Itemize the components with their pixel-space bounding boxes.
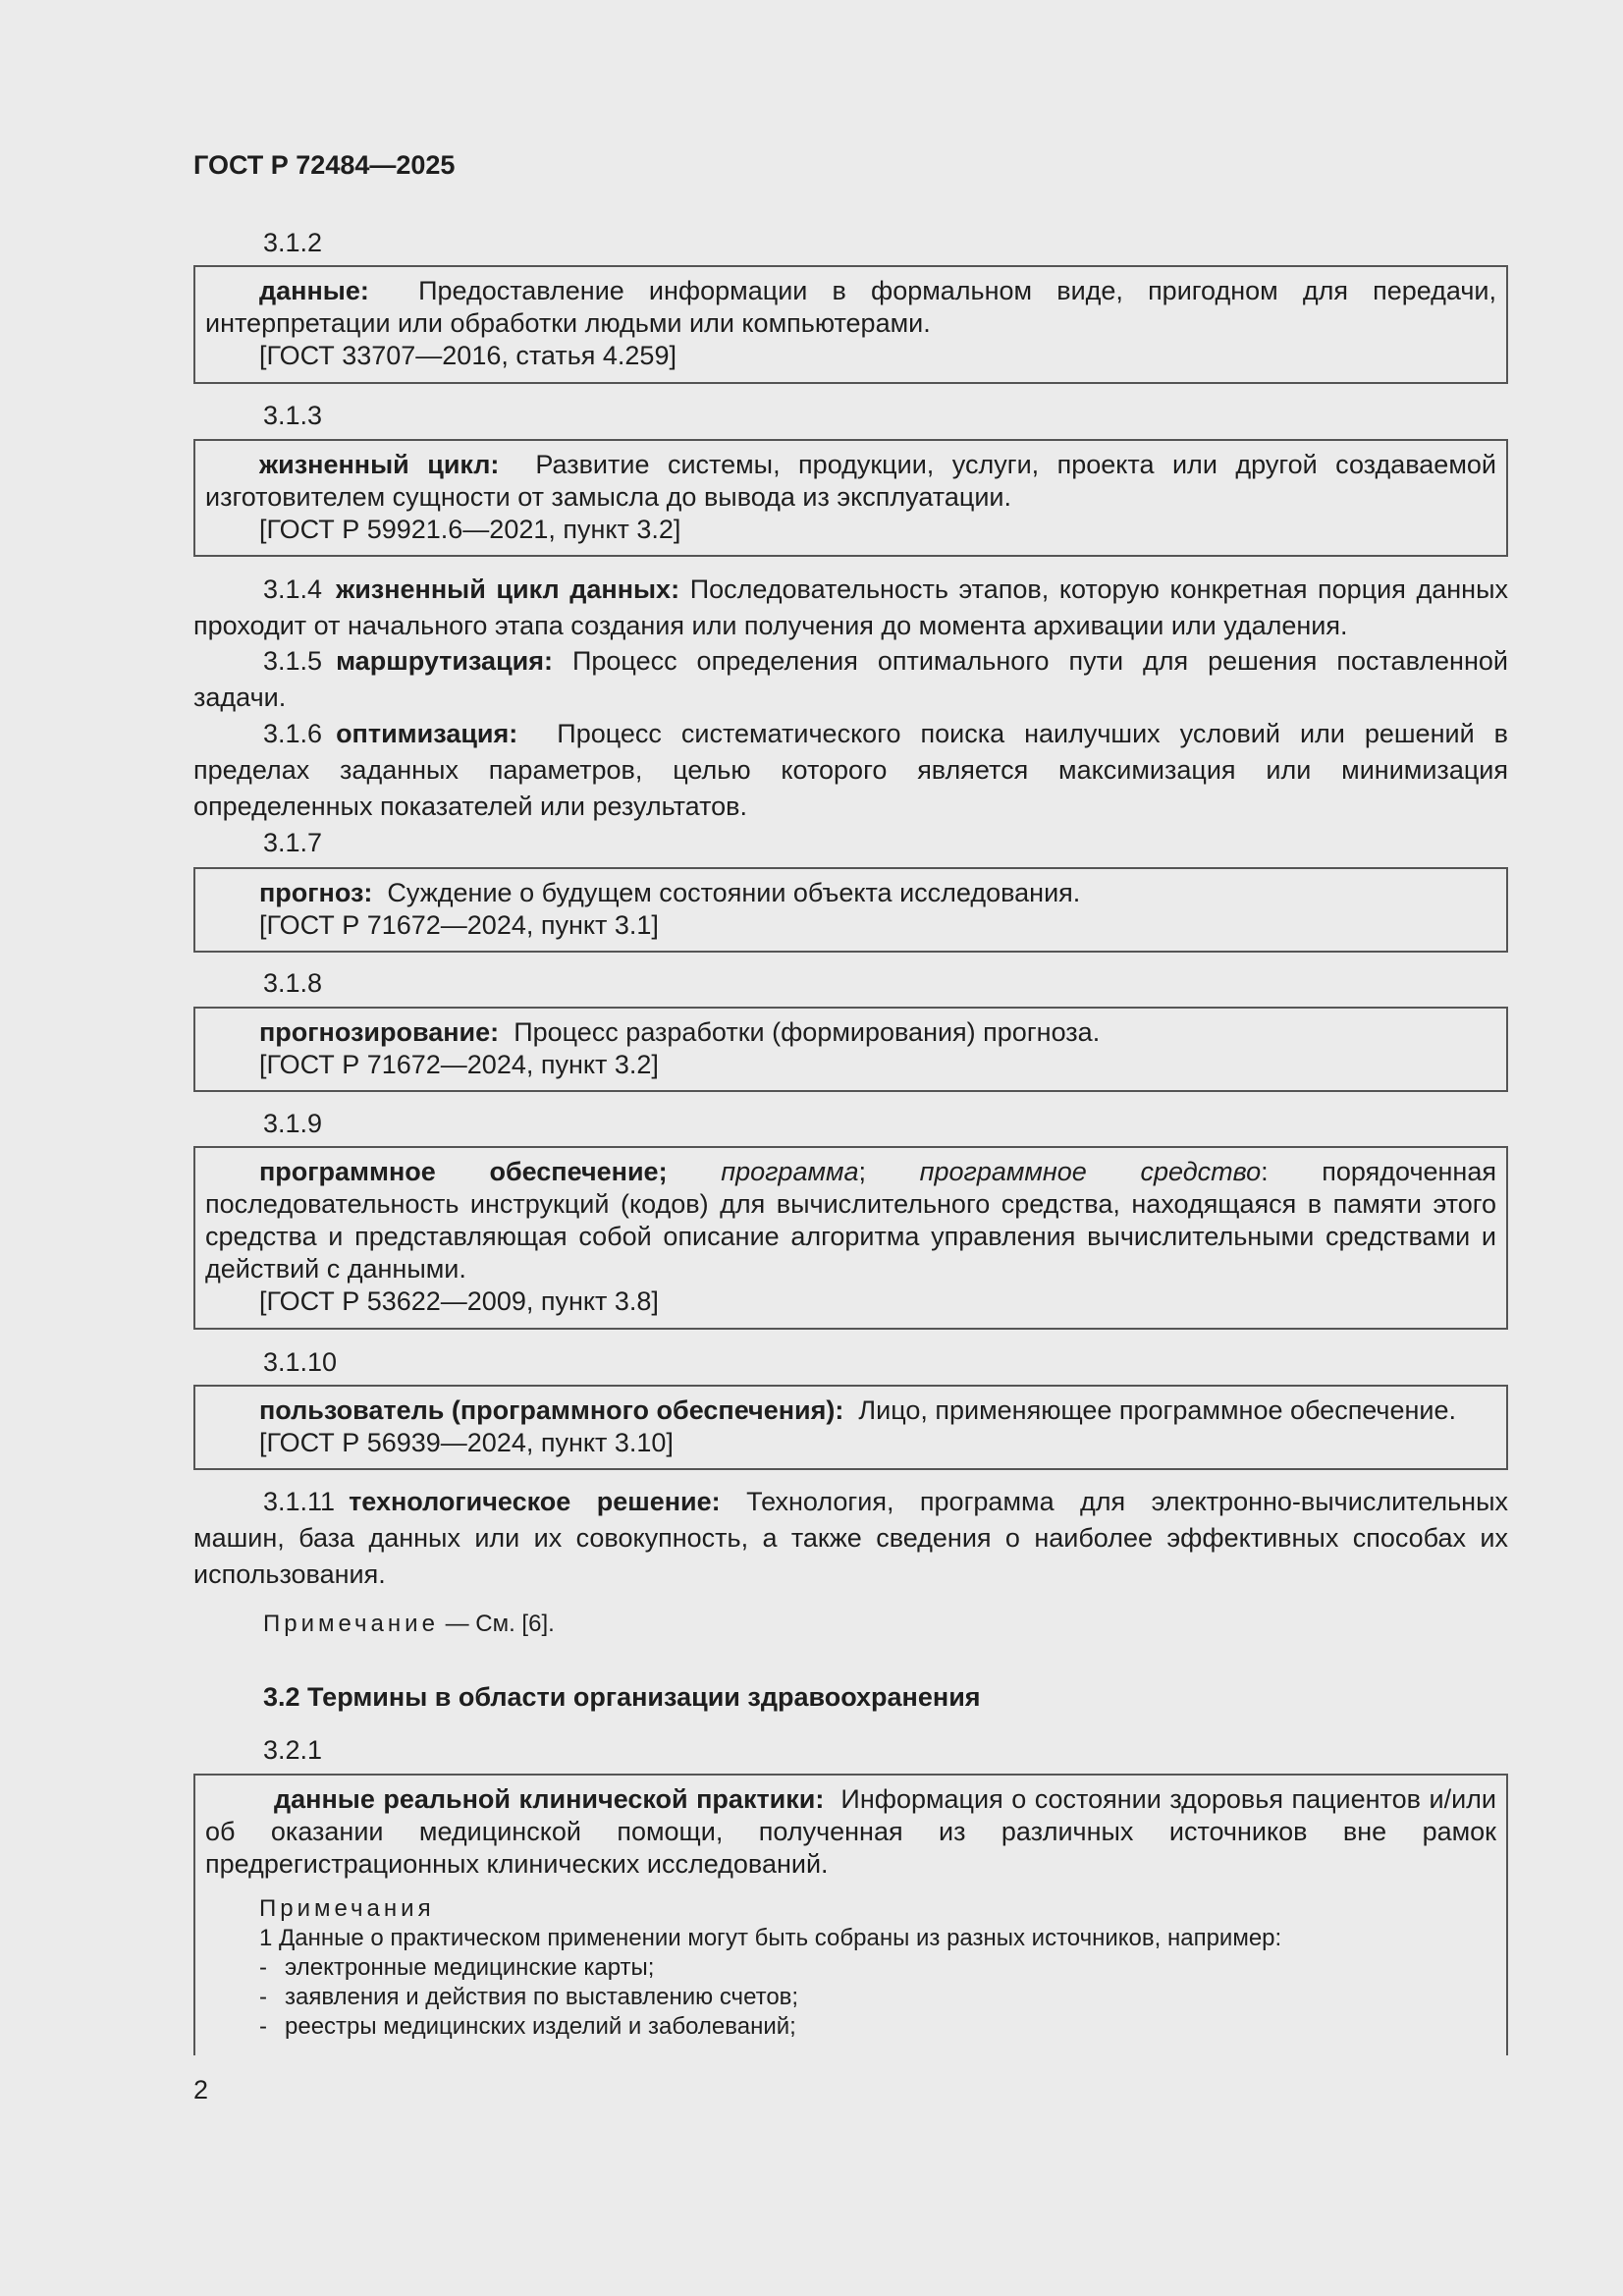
definition-text: : порядоченная последовательность инструкций (кодов) для вычислительного средства, находящаяся в памяти этого средства и представляющая собой описание алгоритма управления вычислительными средствами и действий с данными. [205,1157,1496,1284]
separator: ; [858,1157,867,1186]
term-definition [205,1783,1496,1881]
definition-text: Развитие системы, продукции, услуги, проекта или другой создаваемой изготовителем сущности от замысла до вывода из эксплуатации. [205,450,1496,512]
document-header: ГОСТ Р 72484—2025 [193,150,456,180]
note-item: 1 Данные о практическом применении могут быть собраны из разных источников, например: [259,1925,1282,1951]
term-name: жизненный цикл: [259,450,500,479]
term-reference: [ГОСТ Р 53622—2009, пункт 3.8] [259,1286,659,1316]
term-reference: [ГОСТ Р 71672—2024, пункт 3.1] [259,910,659,940]
notes-label: Примечания [259,1895,435,1922]
term-number: 3.1.7 [263,828,323,857]
term-name: программное обеспечение; [259,1157,668,1186]
term-paragraph [193,716,1508,825]
definition-text: Последовательность этапов, которую конкретная порция данных проходит от начального этапа создания или получения до момента архивации или удаления. [193,574,1508,640]
term-number: 3.2.1 [263,1735,323,1765]
term-box [193,1774,1508,2055]
term-definition [205,1156,1496,1285]
definition-text: Информация о состоянии здоровья пациентов и/или об оказании медицинской помощи, полученная из различных источников вне рамок предрегистрационных клинических исследований. [205,1784,1496,1879]
note [263,1609,555,1640]
term-number: 3.1.4 [263,574,323,604]
definition-text: Лицо, применяющее программное обеспечение. [858,1395,1457,1425]
term-name: прогноз: [259,878,373,907]
term-reference: [ГОСТ Р 71672—2024, пункт 3.2] [259,1050,659,1079]
term-box [193,265,1508,384]
term-number: 3.1.2 [263,228,323,257]
note-text: — См. [6]. [445,1611,555,1637]
list-item: - заявления и действия по выставлению счетов; [259,1984,799,2010]
term-box [193,439,1508,557]
term-box [193,1146,1508,1330]
term-number: 3.1.6 [263,719,323,748]
list-item-text: заявления и действия по выставлению счетов; [285,1984,799,2010]
term-name: данные: [259,276,369,305]
term-definition [205,275,1496,340]
list-item-text: реестры медицинских изделий и заболеваний; [285,2013,796,2040]
term-name: прогнозирование: [259,1017,500,1047]
term-number: 3.1.3 [263,401,323,430]
term-reference: [ГОСТ 33707—2016, статья 4.259] [259,341,676,370]
term-definition [205,1016,1496,1049]
term-paragraph [193,572,1508,644]
term-definition [205,449,1496,514]
page-number: 2 [193,2075,209,2105]
term-definition [205,877,1496,909]
term-paragraph [193,643,1508,716]
term-name: технологическое решение: [349,1487,721,1516]
list-item: - электронные медицинские карты; [259,1954,655,1981]
term-number: 3.1.5 [263,646,323,676]
term-name: оптимизация: [336,719,518,748]
definition-text: Процесс разработки (формирования) прогноза. [514,1017,1101,1047]
definition-text: Процесс определения оптимального пути для решения поставленной задачи. [193,646,1508,712]
term-number: 3.1.8 [263,968,323,998]
note-label: Примечание [263,1611,439,1637]
list-item-text: электронные медицинские карты; [285,1954,655,1981]
term-box [193,867,1508,953]
definition-text: Предоставление информации в формальном виде, пригодном для передачи, интерпретации или обработки людьми или компьютерами. [205,276,1496,338]
term-name: данные реальной клинической практики: [274,1784,825,1814]
definition-text: Процесс систематического поиска наилучших условий или решений в пределах заданных параметров, целью которого является максимизация или минимизация определенных показателей или результатов. [193,719,1508,821]
term-paragraph [193,1484,1508,1593]
term-name: маршрутизация: [336,646,554,676]
term-definition [205,1394,1496,1427]
term-reference: [ГОСТ Р 59921.6—2021, пункт 3.2] [259,515,681,544]
definition-text: Суждение о будущем состоянии объекта исследования. [387,878,1081,907]
term-reference: [ГОСТ Р 56939—2024, пункт 3.10] [259,1428,674,1457]
term-box [193,1385,1508,1470]
synonym: программа [721,1157,859,1186]
term-name: жизненный цикл данных: [336,574,680,604]
term-number: 3.1.10 [263,1347,338,1377]
list-item: - реестры медицинских изделий и заболеваний; [259,2013,796,2040]
term-box [193,1007,1508,1092]
term-number: 3.1.11 [263,1487,336,1516]
definition-text: Технология, программа для электронно-вычислительных машин, база данных или их совокупность, а также сведения о наиболее эффективных способах их использования. [193,1487,1508,1589]
term-name: пользователь (программного обеспечения): [259,1395,844,1425]
section-heading: 3.2 Термины в области организации здравоохранения [263,1682,981,1712]
term-number: 3.1.9 [263,1109,323,1138]
synonym: программное средство [919,1157,1262,1186]
